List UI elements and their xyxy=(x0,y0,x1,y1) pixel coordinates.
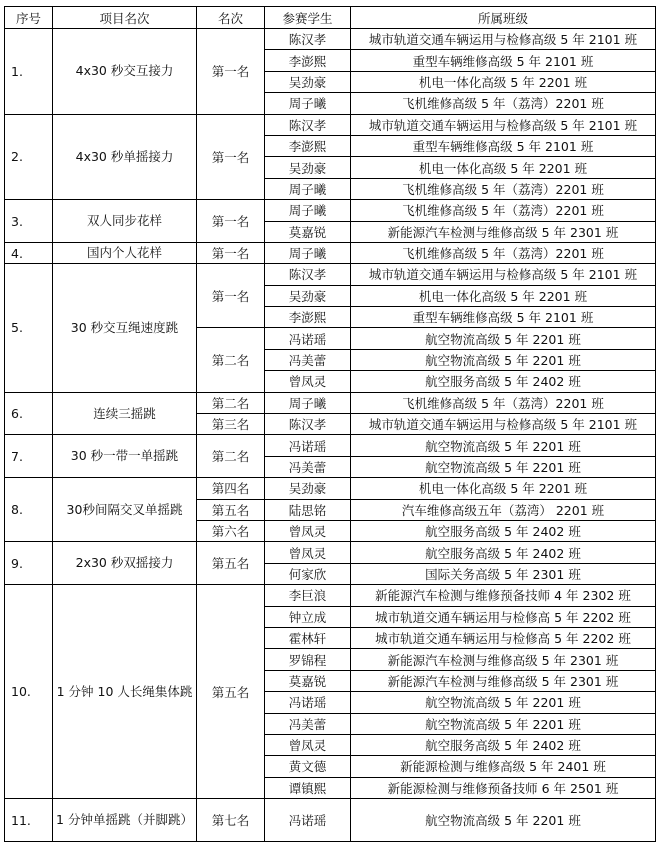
student-class: 新能源汽车检测与维修高级 5 年 2301 班 xyxy=(351,221,656,242)
student-class: 航空服务高级 5 年 2402 班 xyxy=(351,371,656,392)
student-name: 冯诺瑶 xyxy=(265,435,351,456)
student-name: 冯美蕾 xyxy=(265,456,351,477)
header-row xyxy=(5,7,656,29)
student-name: 陆思铭 xyxy=(265,499,351,520)
item-number: 5. xyxy=(5,264,53,392)
table-row xyxy=(5,478,656,499)
student-name: 冯诺瑶 xyxy=(265,692,351,713)
student-class: 新能源汽车检测与维修高级 5 年 2301 班 xyxy=(351,670,656,691)
student-name: 曾凤灵 xyxy=(265,520,351,541)
event-name: 2x30 秒双摇接力 xyxy=(53,542,197,585)
student-name: 何家欣 xyxy=(265,563,351,584)
event-name: 4x30 秒单摇接力 xyxy=(53,114,197,200)
table-row xyxy=(5,200,656,221)
rank: 第一名 xyxy=(197,242,265,263)
awards-table xyxy=(4,6,656,842)
student-class: 城市轨道交通车辆运用与检修高 5 年 2202 班 xyxy=(351,627,656,648)
item-number: 4. xyxy=(5,242,53,263)
rank: 第六名 xyxy=(197,520,265,541)
table-row xyxy=(5,114,656,135)
student-class: 汽车维修高级五年（荔湾） 2201 班 xyxy=(351,499,656,520)
student-name: 周子曦 xyxy=(265,200,351,221)
student-class: 新能源检测与维修预备技师 6 年 2501 班 xyxy=(351,777,656,798)
rank: 第二名 xyxy=(197,328,265,392)
student-class: 重型车辆维修高级 5 年 2101 班 xyxy=(351,50,656,71)
student-class: 重型车辆维修高级 5 年 2101 班 xyxy=(351,135,656,156)
student-name: 陈汉孝 xyxy=(265,29,351,50)
student-class: 航空服务高级 5 年 2402 班 xyxy=(351,542,656,563)
item-number: 7. xyxy=(5,435,53,478)
student-class: 航空物流高级 5 年 2201 班 xyxy=(351,349,656,370)
student-class: 航空服务高级 5 年 2402 班 xyxy=(351,520,656,541)
event-name: 1 分钟单摇跳（并脚跳） xyxy=(53,799,197,842)
student-name: 李澎熙 xyxy=(265,307,351,328)
student-name: 吴劲豪 xyxy=(265,478,351,499)
student-class: 航空物流高级 5 年 2201 班 xyxy=(351,328,656,349)
table-row xyxy=(5,542,656,563)
item-number: 10. xyxy=(5,585,53,799)
student-class: 航空物流高级 5 年 2201 班 xyxy=(351,799,656,842)
item-number: 11. xyxy=(5,799,53,842)
table-row xyxy=(5,799,656,842)
rank: 第一名 xyxy=(197,29,265,115)
student-name: 曾凤灵 xyxy=(265,734,351,755)
student-class: 新能源检测与维修高级 5 年 2401 班 xyxy=(351,756,656,777)
student-name: 李澎熙 xyxy=(265,135,351,156)
rank: 第三名 xyxy=(197,414,265,435)
student-class: 航空物流高级 5 年 2201 班 xyxy=(351,435,656,456)
student-name: 冯美蕾 xyxy=(265,713,351,734)
student-class: 飞机维修高级 5 年（荔湾）2201 班 xyxy=(351,200,656,221)
student-class: 新能源汽车检测与维修预备技师 4 年 2302 班 xyxy=(351,585,656,606)
event-name: 国内个人花样 xyxy=(53,242,197,263)
student-class: 飞机维修高级 5 年（荔湾）2201 班 xyxy=(351,242,656,263)
student-class: 机电一体化高级 5 年 2201 班 xyxy=(351,157,656,178)
rank: 第五名 xyxy=(197,585,265,799)
student-name: 吴劲豪 xyxy=(265,157,351,178)
student-name: 罗锦程 xyxy=(265,649,351,670)
rank: 第二名 xyxy=(197,435,265,478)
student-class: 重型车辆维修高级 5 年 2101 班 xyxy=(351,307,656,328)
student-class: 新能源汽车检测与维修高级 5 年 2301 班 xyxy=(351,649,656,670)
student-name: 冯诺瑶 xyxy=(265,328,351,349)
student-class: 机电一体化高级 5 年 2201 班 xyxy=(351,478,656,499)
student-class: 机电一体化高级 5 年 2201 班 xyxy=(351,71,656,92)
rank: 第一名 xyxy=(197,114,265,200)
rank: 第七名 xyxy=(197,799,265,842)
student-name: 莫嘉锐 xyxy=(265,221,351,242)
event-name: 连续三摇跳 xyxy=(53,392,197,435)
student-name: 冯美蕾 xyxy=(265,349,351,370)
student-class: 机电一体化高级 5 年 2201 班 xyxy=(351,285,656,306)
rank: 第五名 xyxy=(197,542,265,585)
event-name: 30秒间隔交叉单摇跳 xyxy=(53,478,197,542)
student-class: 飞机维修高级 5 年（荔湾）2201 班 xyxy=(351,392,656,413)
event-name: 双人同步花样 xyxy=(53,200,197,243)
table-row xyxy=(5,585,656,606)
student-name: 周子曦 xyxy=(265,242,351,263)
student-class: 城市轨道交通车辆运用与检修高 5 年 2202 班 xyxy=(351,606,656,627)
student-name: 冯诺瑶 xyxy=(265,799,351,842)
student-name: 陈汉孝 xyxy=(265,114,351,135)
student-name: 莫嘉锐 xyxy=(265,670,351,691)
student-class: 飞机维修高级 5 年（荔湾）2201 班 xyxy=(351,93,656,114)
item-number: 1. xyxy=(5,29,53,115)
student-name: 曾凤灵 xyxy=(265,371,351,392)
student-name: 霍林轩 xyxy=(265,627,351,648)
rank: 第一名 xyxy=(197,200,265,243)
student-class: 城市轨道交通车辆运用与检修高级 5 年 2101 班 xyxy=(351,414,656,435)
item-number: 9. xyxy=(5,542,53,585)
header-class: 所属班级 xyxy=(351,7,656,29)
item-number: 2. xyxy=(5,114,53,200)
table-row xyxy=(5,242,656,263)
header-student: 参赛学生 xyxy=(265,7,351,29)
student-name: 周子曦 xyxy=(265,93,351,114)
rank: 第五名 xyxy=(197,499,265,520)
student-class: 城市轨道交通车辆运用与检修高级 5 年 2101 班 xyxy=(351,114,656,135)
header-event: 项目名次 xyxy=(53,7,197,29)
rank: 第一名 xyxy=(197,264,265,328)
table-row xyxy=(5,29,656,50)
table-row xyxy=(5,264,656,285)
student-class: 城市轨道交通车辆运用与检修高级 5 年 2101 班 xyxy=(351,264,656,285)
student-class: 航空物流高级 5 年 2201 班 xyxy=(351,692,656,713)
rank: 第二名 xyxy=(197,392,265,413)
student-name: 周子曦 xyxy=(265,178,351,199)
event-name: 1 分钟 10 人长绳集体跳 xyxy=(53,585,197,799)
student-name: 吴劲豪 xyxy=(265,71,351,92)
item-number: 8. xyxy=(5,478,53,542)
header-rank: 名次 xyxy=(197,7,265,29)
student-class: 城市轨道交通车辆运用与检修高级 5 年 2101 班 xyxy=(351,29,656,50)
table-row xyxy=(5,435,656,456)
student-name: 黄文德 xyxy=(265,756,351,777)
student-name: 钟立成 xyxy=(265,606,351,627)
student-name: 陈汉孝 xyxy=(265,414,351,435)
student-name: 谭镇熙 xyxy=(265,777,351,798)
event-name: 30 秒交互绳速度跳 xyxy=(53,264,197,392)
student-class: 航空物流高级 5 年 2201 班 xyxy=(351,456,656,477)
event-name: 4x30 秒交互接力 xyxy=(53,29,197,115)
student-name: 陈汉孝 xyxy=(265,264,351,285)
rank: 第四名 xyxy=(197,478,265,499)
student-name: 周子曦 xyxy=(265,392,351,413)
item-number: 6. xyxy=(5,392,53,435)
item-number: 3. xyxy=(5,200,53,243)
header-number: 序号 xyxy=(5,7,53,29)
student-name: 李澎熙 xyxy=(265,50,351,71)
student-class: 航空物流高级 5 年 2201 班 xyxy=(351,713,656,734)
student-name: 曾凤灵 xyxy=(265,542,351,563)
table-row xyxy=(5,392,656,413)
event-name: 30 秒一带一单摇跳 xyxy=(53,435,197,478)
student-class: 飞机维修高级 5 年（荔湾）2201 班 xyxy=(351,178,656,199)
student-name: 李巨浪 xyxy=(265,585,351,606)
student-class: 国际关务高级 5 年 2301 班 xyxy=(351,563,656,584)
student-class: 航空服务高级 5 年 2402 班 xyxy=(351,734,656,755)
student-name: 吴劲豪 xyxy=(265,285,351,306)
